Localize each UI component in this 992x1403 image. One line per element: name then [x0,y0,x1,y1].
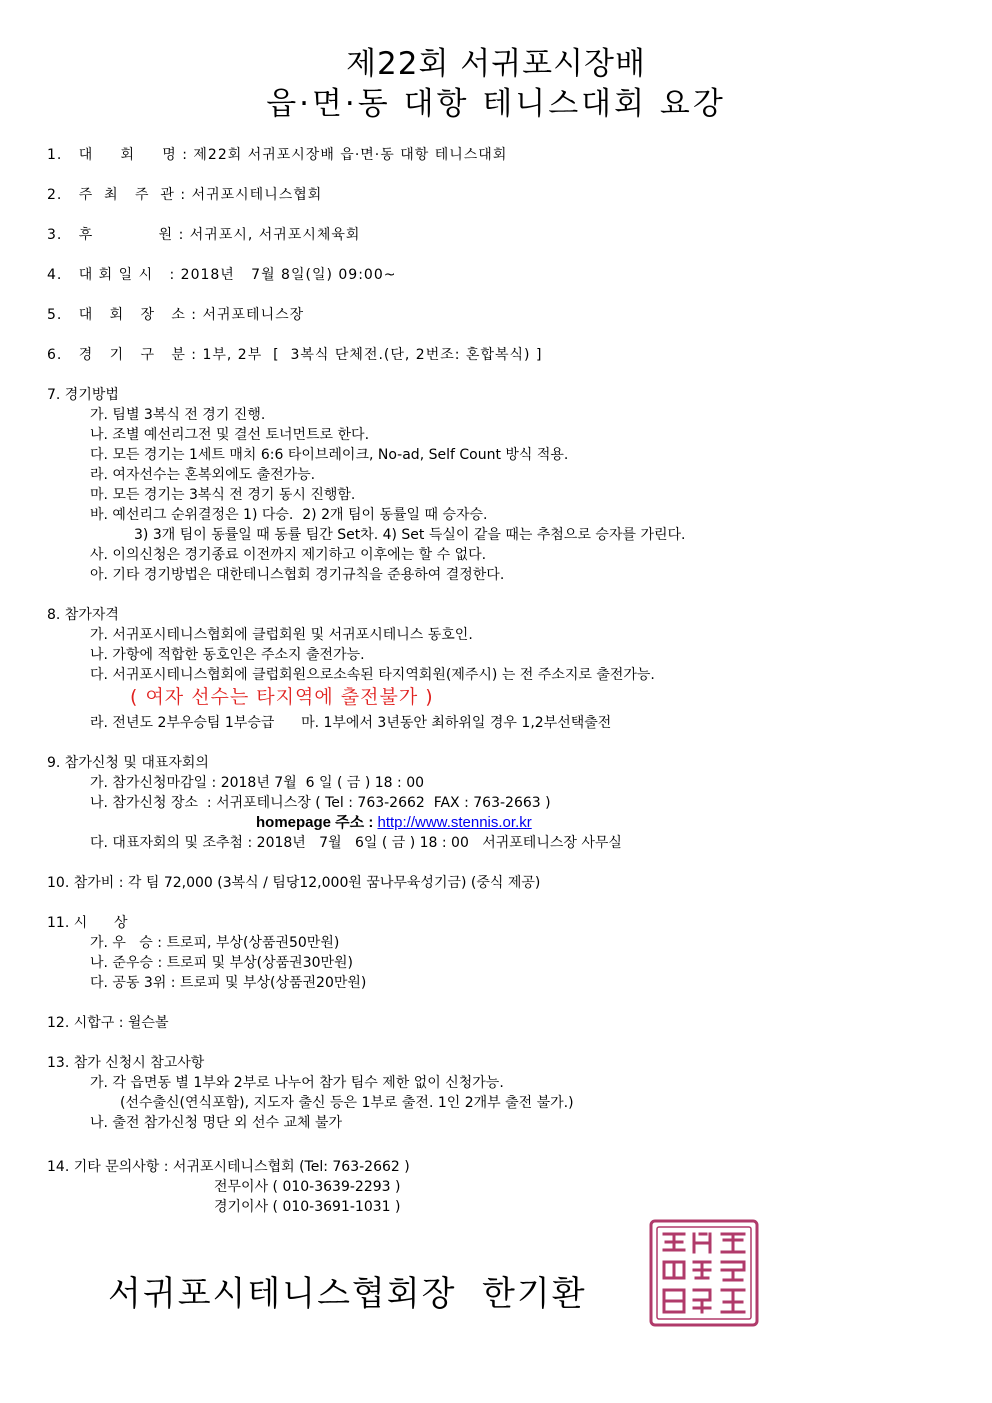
section-10: 10. 참가비 : 각 팀 72,000 (3복식 / 팀당12,000원 꿈나무육성기금) (중식 제공) [47,875,541,891]
section-7-line: 나. 조별 예선리그전 및 결선 토너먼트로 한다. [90,427,370,443]
doc-title-line1: 제22회 서귀포시장배 [346,46,646,82]
section-11-heading: 11. 시 상 [47,915,128,931]
doc-title-line2: 읍·면·동 대항 테니스대회 요강 [266,86,726,122]
section-14-heading: 14. 기타 문의사항 : 서귀포시테니스협회 (Tel: 763-2662 ) [47,1159,410,1175]
section-8-line-ra: 라. 전년도 2부우승팀 1부승급 마. 1부에서 3년동안 최하위일 경우 1,2부선택출전 [90,715,612,731]
section-7-line: 다. 모든 경기는 1세트 매치 6:6 타이브레이크, No-ad, Self Count 방식 적용. [90,447,569,463]
section-8-line: 나. 가항에 적합한 동호인은 주소지 출전가능. [90,647,365,663]
item-6: 6. 경 기 구 분 : 1부, 2부 [ 3복식 단체전.(단, 2번조: 혼합복식) ] [47,347,543,363]
section-7-line: 3) 3개 팀이 동률일 때 동률 팀간 Set차. 4) Set 득실이 같을 때는 추첨으로 승자를 가린다. [134,527,686,543]
homepage-link[interactable]: http://www.stennis.or.kr [377,814,532,831]
section-7-heading: 7. 경기방법 [47,387,119,403]
contact-game-director: 경기이사 ( 010-3691-1031 ) [214,1199,401,1215]
section-8-red-note: ( 여자 선수는 타지역에 출전불가 ) [130,686,434,708]
section-7-line: 가. 팀별 3복식 전 경기 진행. [90,407,266,423]
signature: 서귀포시테니스협회장 한기환 [108,1274,587,1314]
homepage-row [256,814,532,832]
contact-director: 전무이사 ( 010-3639-2293 ) [214,1179,401,1195]
section-8-line: 가. 서귀포시테니스협회에 클럽회원 및 서귀포시테니스 동호인. [90,627,473,643]
section-7-line: 아. 기타 경기방법은 대한테니스협회 경기규칙을 준용하여 결정한다. [90,567,505,583]
section-11-line: 나. 준우승 : 트로피 및 부상(상품권30만원) [90,955,354,971]
section-13-line: (선수출신(연식포함), 지도자 출신 등은 1부로 출전. 1인 2개부 출전 불가.) [120,1095,574,1111]
homepage-label: homepage 주소 : [256,814,378,831]
section-7-line: 라. 여자선수는 혼복외에도 출전가능. [90,467,316,483]
section-8-heading: 8. 참가자격 [47,607,119,623]
section-7-line: 사. 이의신청은 경기종료 이전까지 제기하고 이후에는 할 수 없다. [90,547,487,563]
item-5: 5. 대 회 장 소 : 서귀포테니스장 [47,307,305,323]
section-8-line: 다. 서귀포시테니스협회에 클럽회원으로소속된 타지역회원(제주시) 는 전 주소지로 출전가능. [90,667,655,683]
official-seal-stamp [648,1218,760,1328]
section-9-heading: 9. 참가신청 및 대표자회의 [47,755,209,771]
section-13-heading: 13. 참가 신청시 참고사항 [47,1055,205,1071]
item-1: 1. 대 회 명 : 제22회 서귀포시장배 읍·면·동 대항 테니스대회 [47,147,508,163]
section-13-line: 나. 출전 참가신청 명단 외 선수 교체 불가 [90,1115,342,1131]
section-7-line: 바. 예선리그 순위결정은 1) 다승. 2) 2개 팀이 동률일 때 승자승. [90,507,488,523]
item-2: 2. 주 최 주 관 : 서귀포시테니스협회 [47,187,323,203]
section-11-line: 가. 우 승 : 트로피, 부상(상품권50만원) [90,935,340,951]
section-12: 12. 시합구 : 윌슨볼 [47,1015,169,1031]
section-11-line: 다. 공동 3위 : 트로피 및 부상(상품권20만원) [90,975,367,991]
item-3: 3. 후 원 : 서귀포시, 서귀포시체육회 [47,227,361,243]
item-4: 4. 대 회 일 시 : 2018년 7월 8일(일) 09:00~ [47,267,397,283]
section-9-deadline: 가. 참가신청마감일 : 2018년 7월 6 일 ( 금 ) 18 : 00 [90,775,425,791]
section-7-line: 마. 모든 경기는 3복식 전 경기 동시 진행함. [90,487,356,503]
section-13-line: 가. 각 읍면동 별 1부와 2부로 나누어 참가 팀수 제한 없이 신청가능. [90,1075,504,1091]
section-9-venue: 나. 참가신청 장소 : 서귀포테니스장 ( Tel : 763-2662 FAX : 763-2663 ) [90,795,551,811]
section-9-meeting: 다. 대표자회의 및 조추첨 : 2018년 7월 6일 ( 금 ) 18 : 00 서귀포테니스장 사무실 [90,835,622,851]
